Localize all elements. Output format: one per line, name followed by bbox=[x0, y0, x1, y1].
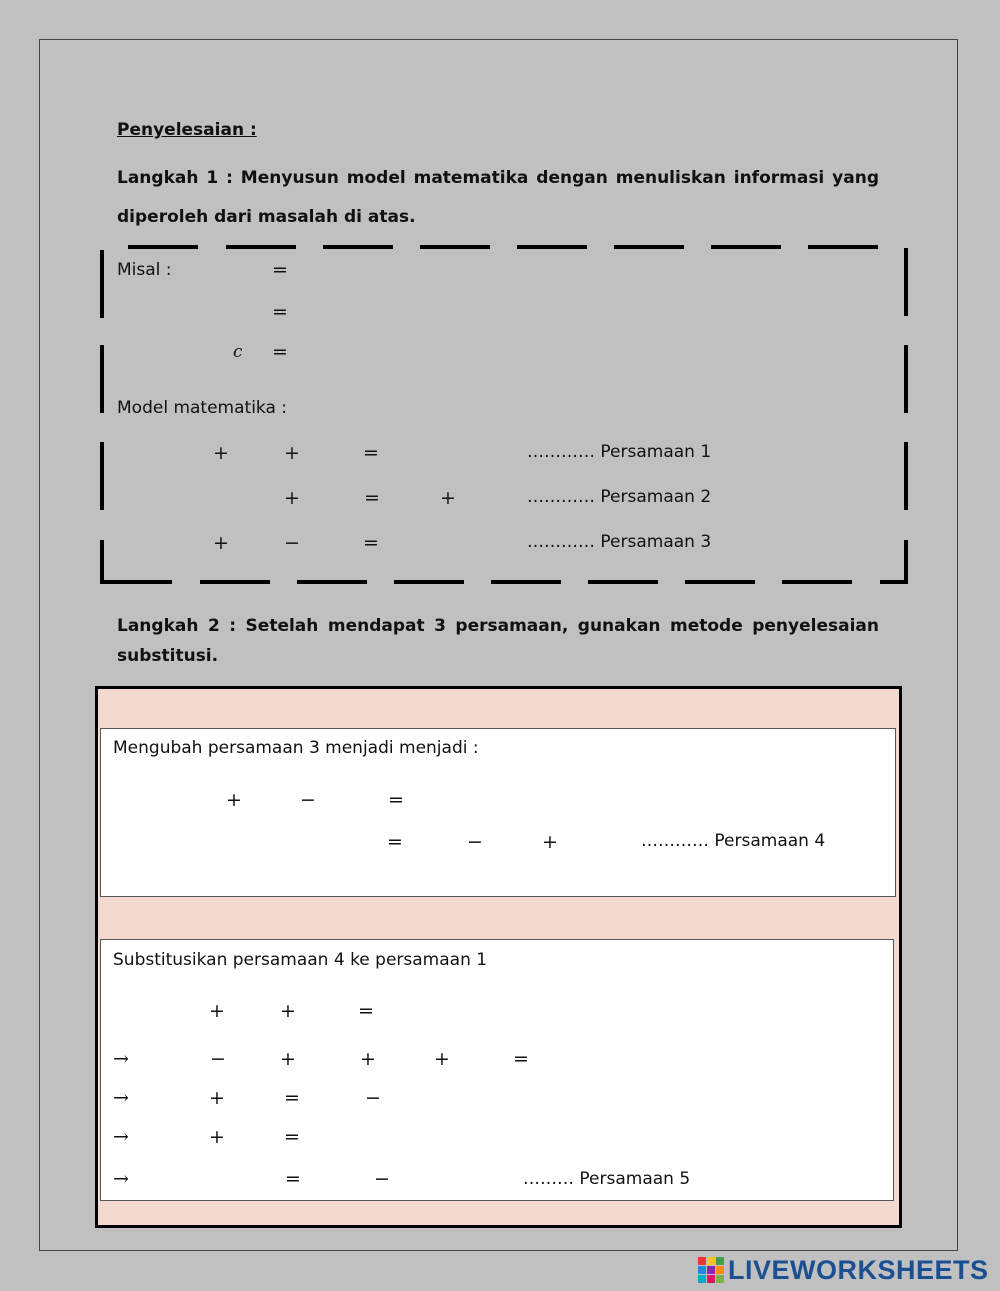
box2-r4-op2: = bbox=[284, 1126, 300, 1148]
box1-r1-op1: + bbox=[226, 789, 242, 811]
box1-r1-op3: = bbox=[388, 789, 404, 811]
arrow-icon: → bbox=[113, 1087, 129, 1109]
eq2-op2: = bbox=[364, 487, 380, 509]
arrow-icon: → bbox=[113, 1048, 129, 1070]
logo-square bbox=[698, 1275, 706, 1283]
eq3-tag: ………… Persamaan 3 bbox=[527, 532, 712, 552]
box2-title: Substitusikan persamaan 4 ke persamaan 1 bbox=[113, 950, 488, 970]
box2-r5-op2: − bbox=[374, 1168, 390, 1190]
box2-r3-op2: = bbox=[284, 1087, 300, 1109]
model-label: Model matematika : bbox=[117, 398, 288, 418]
box2-r1-op2: + bbox=[280, 1000, 296, 1022]
eq2-op3: + bbox=[440, 487, 456, 509]
box2-r1-op3: = bbox=[358, 1000, 374, 1022]
logo-square bbox=[716, 1275, 724, 1283]
liveworksheets-logo[interactable] bbox=[698, 1256, 989, 1284]
step2-line1: Langkah 2 : Setelah mendapat 3 persamaan, gunakan metode penyelesaian bbox=[117, 616, 879, 636]
box2-r1-op1: + bbox=[209, 1000, 225, 1022]
logo-text: LIVEWORKSHEETS bbox=[728, 1254, 989, 1285]
step2-line2: substitusi. bbox=[117, 646, 219, 666]
misal-eq1: = bbox=[272, 259, 288, 281]
box2-r3-op1: + bbox=[209, 1087, 225, 1109]
eq2-tag: ………… Persamaan 2 bbox=[527, 487, 712, 507]
box2-tag: ……… Persamaan 5 bbox=[523, 1169, 691, 1189]
box1-r2-op3: + bbox=[542, 831, 558, 853]
box2-r2-op4: + bbox=[434, 1048, 450, 1070]
logo-square bbox=[707, 1257, 715, 1265]
misal-eq2: = bbox=[272, 301, 288, 323]
box-persamaan-5 bbox=[100, 939, 894, 1201]
eq1-op2: + bbox=[284, 442, 300, 464]
logo-square bbox=[716, 1266, 724, 1274]
box1-title: Mengubah persamaan 3 menjadi menjadi : bbox=[113, 738, 479, 758]
box2-r4-op1: + bbox=[209, 1126, 225, 1148]
step1-line1: Langkah 1 : Menyusun model matematika dengan menuliskan informasi yang bbox=[117, 168, 879, 188]
logo-square bbox=[698, 1266, 706, 1274]
eq3-op2: − bbox=[284, 532, 300, 554]
box2-r2-op1: − bbox=[210, 1048, 226, 1070]
box2-r2-op3: + bbox=[360, 1048, 376, 1070]
box1-r1-op2: − bbox=[300, 789, 316, 811]
eq1-tag: ………… Persamaan 1 bbox=[527, 442, 712, 462]
misal-var-c: c bbox=[233, 342, 243, 362]
box1-tag: ………… Persamaan 4 bbox=[641, 831, 826, 851]
eq1-op3: = bbox=[363, 442, 379, 464]
logo-square bbox=[698, 1257, 706, 1265]
eq1-op1: + bbox=[213, 442, 229, 464]
box2-r2-op5: = bbox=[513, 1048, 529, 1070]
misal-label: Misal : bbox=[117, 260, 172, 280]
box1-r2-op1: = bbox=[387, 831, 403, 853]
logo-square bbox=[707, 1275, 715, 1283]
step1-line2: diperoleh dari masalah di atas. bbox=[117, 207, 416, 227]
eq3-op1: + bbox=[213, 532, 229, 554]
box1-r2-op2: − bbox=[467, 831, 483, 853]
box2-r3-op3: − bbox=[365, 1087, 381, 1109]
arrow-icon: → bbox=[113, 1126, 129, 1148]
eq3-op3: = bbox=[363, 532, 379, 554]
box2-r2-op2: + bbox=[280, 1048, 296, 1070]
logo-mark-icon bbox=[698, 1257, 724, 1283]
arrow-icon: → bbox=[113, 1168, 129, 1190]
logo-square bbox=[716, 1257, 724, 1265]
logo-square bbox=[707, 1266, 715, 1274]
misal-eq3: = bbox=[272, 341, 288, 363]
eq2-op1: + bbox=[284, 487, 300, 509]
section-heading: Penyelesaian : bbox=[117, 120, 257, 140]
box2-r5-op1: = bbox=[285, 1168, 301, 1190]
